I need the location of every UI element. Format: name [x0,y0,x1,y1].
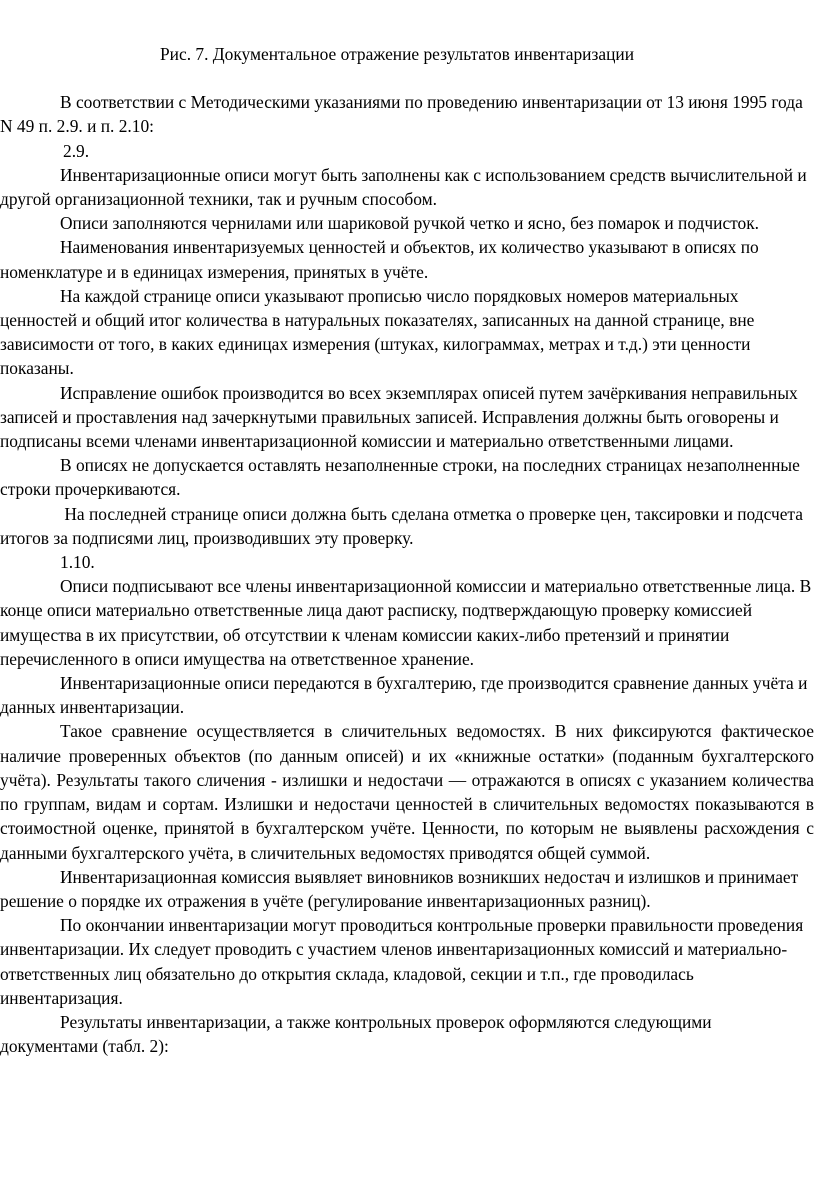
figure-caption: Рис. 7. Документальное отражение результатов инвентаризации [160,44,634,64]
paragraph-intro: В соответствии с Методическими указаниями по проведению инвентаризации от 13 июня 1995 года N 49 п. 2.9. и п. 2.10: [0,92,803,137]
paragraph: Инвентаризационные описи передаются в бухгалтерию, где производится сравнение данных учёта и данных инвентаризации. [0,673,808,718]
paragraph: По окончании инвентаризации могут проводиться контрольные проверки правильности проведения инвентаризации. Их следует проводить с участием членов инвентаризационных комиссий и материально-ответственных лиц обязательно до открытия склада, кладовой, секции и т.п., где проводилась инвентаризация. [0,915,804,1008]
paragraph: Инвентаризационные описи могут быть заполнены как с использованием средств вычислительной и другой организационной техники, так и ручным способом. [0,164,807,210]
paragraph: Описи заполняются чернилами или шариковой ручкой четко и ясно, без помарок и подчисток. [60,213,760,234]
paragraph-final: Результаты инвентаризации, а также контрольных проверок оформляются следующими документами (табл. 2): [0,1011,712,1057]
paragraph: Инвентаризационная комиссия выявляет виновников возникших недостач и излишков и принимает решение о порядке их отражения в учёте (регулирование инвентаризационных разниц). [0,866,799,911]
section-number-2-9: 2.9. [63,140,90,161]
paragraph: В описях не допускается оставлять незаполненные строки, на последних страницах незаполненные строки прочеркиваются. [0,455,800,500]
paragraph: Исправление ошибок производится во всех экземплярах описей путем зачёркивания неправильных записей и проставления над зачеркнутыми правильных записей. Исправления должны быть оговорены и подписаны всеми членами инвентаризационной комиссии и материально ответственными лицами. [0,382,798,452]
paragraph-justified: Такое сравнение осуществляется в сличительных ведомостях. В них фиксируются фактическое наличие проверенных объектов (по данным описей) и их «книжные остатки» (поданным бухгалтерского учёта). Результаты такого сличения - излишки и недостачи — отражаются в описях с указанием количества по группам, видам и сортам. Излишки и недостачи ценностей в сличительных ведомостях показываются в стоимостной оценке, принятой в бухгалтерском учёте. Ценности, по которым не выявлены расхождения с данными бухгалтерского учёта, в сличительных ведомостях приводятся общей суммой. [0,721,814,863]
paragraph: Описи подписывают все члены инвентаризационной комиссии и материально ответственные лица. В конце описи материально ответственные лица дают расписку, подтверждающую проверку комиссией имущества в их присутствии, об отсутствии к членам комиссии каких-либо претензий и принятии перечисленного в описи имущества на ответственное хранение. [0,576,812,669]
paragraph: Наименования инвентаризуемых ценностей и объектов, их количество указывают в описях по номенклатуре и в единицах измерения, принятых в учёте. [0,237,759,282]
paragraph: На последней странице описи должна быть сделана отметка о проверке цен, таксировки и подсчета итогов за подписями лиц, производивших эту проверку. [0,503,808,548]
section-number-1-10: 1.10. [60,552,95,573]
paragraph: На каждой странице описи указывают прописью число порядковых номеров материальных ценностей и общий итог количества в натуральных показателях, записанных на данной странице, вне зависимости от того, в каких единицах измерения (штуках, килограммах, метрах и т.д.) эти ценности показаны. [0,285,755,379]
